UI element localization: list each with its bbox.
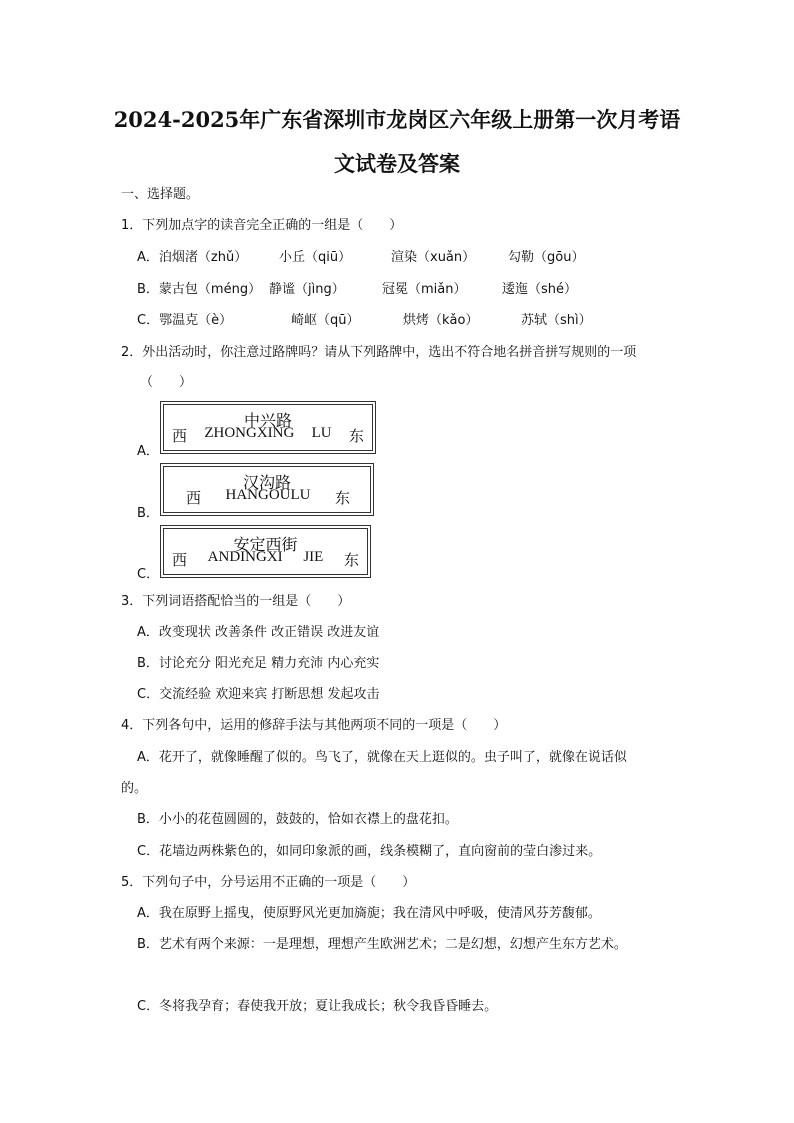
- road-sign-a: [163, 404, 373, 451]
- road-sign-b-pinyin1: HANGOULU: [225, 487, 311, 503]
- q2-stem-line2: （ ）: [140, 375, 193, 390]
- road-sign-a-pinyin1: ZHONGXING: [204, 425, 295, 441]
- road-sign-c-chinese: 安定西街: [233, 537, 298, 554]
- q4-option-c: C．花墙边两株紫色的，如同印象派的画，线条模糊了，直向窗前的莹白渗过来。: [137, 844, 602, 859]
- q2-stem-line1: 2．外出活动时，你注意过路牌吗？请从下列路牌中，选出不符合地名拼音拼写规则的一项: [121, 345, 637, 360]
- q1-b-2: 静谧（jìng）: [269, 282, 345, 297]
- doc-title-line2: 文试卷及答案: [334, 151, 460, 176]
- road-sign-b-west: 西: [186, 491, 202, 507]
- road-sign-c: [163, 528, 368, 575]
- q4-option-a-line1: A．花开了，就像睡醒了似的。鸟飞了，就像在天上逛似的。虫子叫了，就像在说话似: [137, 750, 627, 765]
- q2-option-a-letter: A．: [137, 444, 159, 459]
- road-sign-c-pinyin1: ANDINGXI: [207, 549, 283, 565]
- q2-option-c-letter: C．: [137, 567, 160, 582]
- q1-a-2: 小丘（qiū）: [279, 250, 352, 265]
- q1-c-1: C．鄂温克（è）: [137, 313, 233, 328]
- road-sign-c-pinyin2: JIE: [303, 549, 324, 565]
- q1-c-3: 烘烤（kǎo）: [403, 313, 479, 328]
- road-sign-a-pinyin2: LU: [311, 425, 332, 441]
- road-sign-a-chinese: 中兴路: [243, 413, 292, 430]
- road-sign-b-chinese: 汉沟路: [242, 475, 291, 492]
- q2-option-b-letter: B．: [137, 506, 159, 521]
- q5-option-a: A．我在原野上摇曳，使原野风光更加旖旎；我在清风中呼吸，使清风芬芳馥郁。: [137, 906, 601, 921]
- road-sign-c-west: 西: [172, 553, 188, 569]
- road-sign-a-east: 东: [348, 429, 364, 445]
- q3-option-c: C．交流经验 欢迎来宾 打断思想 发起攻击: [137, 687, 380, 702]
- q5-option-b: B．艺术有两个来源：一是理想，理想产生欧洲艺术；二是幻想，幻想产生东方艺术。: [137, 937, 627, 952]
- q4-option-b: B．小小的花苞圆圆的，鼓鼓的，恰如衣襟上的盘花扣。: [137, 812, 458, 827]
- q1-b-1: B．蒙古包（méng）: [137, 282, 262, 297]
- q3-option-b: B．讨论充分 阳光充足 精力充沛 内心充实: [137, 656, 380, 671]
- q4-stem: 4．下列各句中，运用的修辞手法与其他两项不同的一项是（ ）: [121, 718, 507, 733]
- q1-b-3: 冠冕（miǎn）: [382, 282, 467, 297]
- road-sign-b: [163, 466, 371, 513]
- q4-option-a-line2: 的。: [121, 781, 148, 796]
- q1-stem: 1．下列加点字的读音完全正确的一组是（ ）: [121, 218, 403, 233]
- road-sign-b-east: 东: [334, 491, 350, 507]
- q1-c-4: 苏轼（shì）: [521, 313, 592, 328]
- q3-option-a: A．改变现状 改善条件 改正错误 改进友谊: [137, 625, 380, 640]
- doc-title-line1: 2024-2025年广东省深圳市龙岗区六年级上册第一次月考语: [113, 107, 681, 132]
- q5-option-c: C．冬将我孕育；春使我开放；夏让我成长；秋令我昏昏睡去。: [137, 999, 498, 1014]
- section-heading: 一、选择题。: [121, 187, 200, 202]
- q1-a-3: 渲染（xuǎn）: [391, 250, 476, 265]
- q1-a-1: A．泊烟渚（zhǔ）: [137, 250, 248, 265]
- q5-stem: 5．下列句子中，分号运用不正确的一项是（ ）: [121, 875, 416, 890]
- q3-stem: 3．下列词语搭配恰当的一组是（ ）: [121, 594, 351, 609]
- road-sign-a-west: 西: [172, 429, 188, 445]
- q1-a-4: 勾勒（gōu）: [508, 250, 585, 265]
- road-sign-c-east: 东: [343, 553, 359, 569]
- q1-b-4: 逶迤（shé）: [502, 282, 578, 297]
- q1-c-2: 崎岖（qū）: [291, 313, 360, 328]
